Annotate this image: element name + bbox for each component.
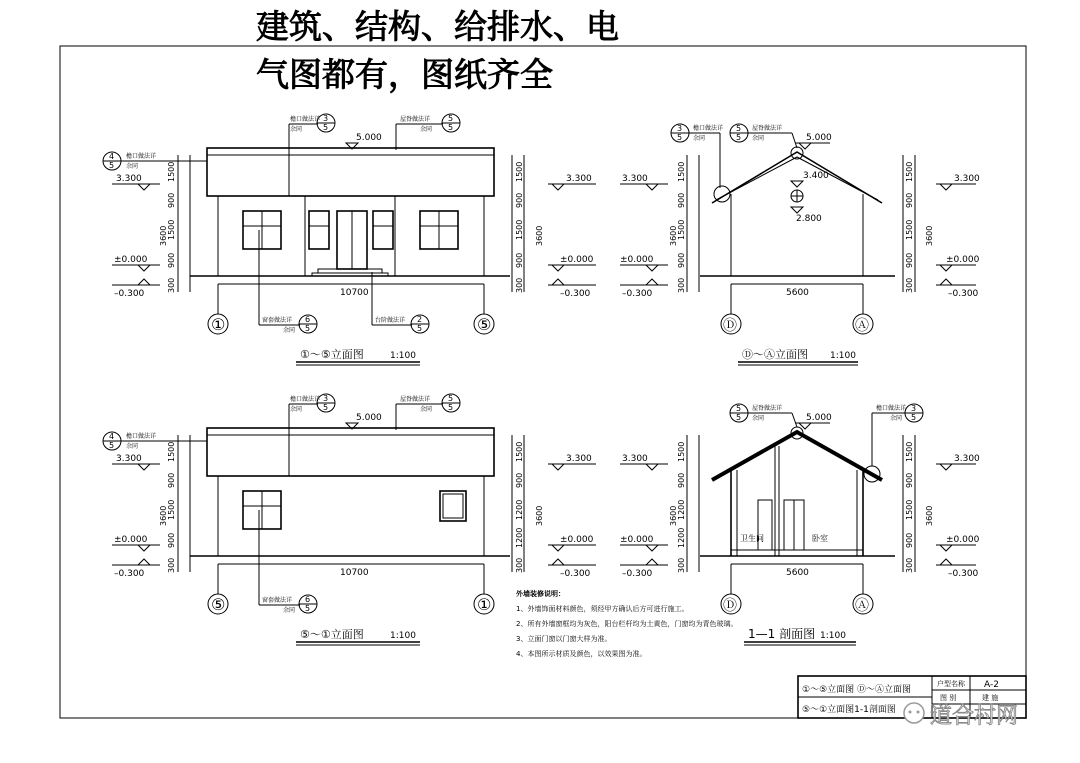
dimension-900: 900 [905,532,914,548]
detail-index-bottom: 5 [305,324,311,333]
window [243,211,281,249]
level-3300: 3.300 [954,454,980,464]
detail-index-bottom: 5 [305,604,311,613]
dimension-300: 300 [515,277,524,293]
titleblock-type-label: 户型名称 [937,680,965,688]
axis-right-label: Ⓐ [855,318,869,334]
detail-index-top: 2 [417,315,423,324]
callout-same: 余同 [752,135,765,142]
callout-same: 余同 [890,415,903,422]
callout-ridge: 屋脊做法详 [400,116,431,123]
level-m300: –0.300 [114,289,145,299]
callout-same: 余同 [283,607,296,614]
notes-item: 3、立面门窗以门窗大样为准。 [516,635,612,643]
dimension-900: 900 [515,472,524,488]
callout-same: 余同 [283,327,296,334]
level-m300: –0.300 [948,289,979,299]
detail-index-top: 6 [305,595,311,604]
dimension-300: 300 [515,557,524,573]
level-000: ±0.000 [114,535,148,545]
dimension-900: 900 [167,252,176,268]
dimension-900: 900 [167,472,176,488]
dimension-300: 300 [167,557,176,573]
dimension-1500: 1500 [677,219,686,240]
level-3300: 3.300 [622,174,648,184]
view-scale: 1:100 [390,631,416,641]
axis-left-label: ⑤ [211,595,226,614]
callout-eave: 檐口做法详 [876,405,907,412]
dimension-1500: 1500 [167,219,176,240]
level-000: ±0.000 [620,535,654,545]
callout-same: 余同 [693,135,706,142]
dimension-3600: 3600 [159,225,168,246]
window [309,211,329,249]
dimension-900: 900 [167,532,176,548]
headline-line2: 气图都有，图纸齐全 [256,55,553,94]
wechat-icon [904,703,924,723]
detail-index-bottom: 5 [109,441,115,450]
dimension-width: 5600 [786,288,809,298]
wall-outline [218,476,484,556]
level-ridge: 5.000 [806,133,832,143]
level-3300: 3.300 [566,454,592,464]
level-3300: 3.300 [116,174,142,184]
dimension-900: 900 [677,192,686,208]
sheet-frame [60,46,1026,718]
level-3300: 3.300 [566,174,592,184]
dimension-900: 900 [905,192,914,208]
dimension-300: 300 [167,277,176,293]
detail-index-top: 4 [109,432,115,441]
dimension-900: 900 [905,252,914,268]
dimension-width: 5600 [786,568,809,578]
dimension-900: 900 [677,252,686,268]
dimension-1500: 1500 [515,161,524,182]
titleblock-drawing-label: 图 别 [940,694,957,702]
level-ridge: 5.000 [356,133,382,143]
wall-outline [218,196,484,276]
dimension-900: 900 [515,252,524,268]
detail-index-bottom: 5 [417,324,423,333]
window [373,211,393,249]
elevation-1-5 [103,114,596,365]
level-m300: –0.300 [560,289,591,299]
dimension-1200: 1200 [515,499,524,520]
dimension-300: 300 [677,557,686,573]
detail-index-top: 5 [736,124,742,133]
detail-index-bottom: 5 [911,413,917,422]
dimension-900: 900 [905,472,914,488]
axis-right-label: ① [477,595,492,614]
level-3300: 3.300 [116,454,142,464]
view-title: 1—1 剖面图 [748,627,816,641]
level-000: ±0.000 [620,255,654,265]
dimension-3600: 3600 [535,505,544,526]
level-000: ±0.000 [560,535,594,545]
callout-same: 余同 [290,126,303,133]
dimension-1500: 1500 [905,161,914,182]
callout-same: 余同 [126,443,139,450]
callout-eave: 檐口做法详 [126,433,157,440]
level-000: ±0.000 [946,535,980,545]
dimension-1500: 1500 [677,161,686,182]
dimension-3600: 3600 [669,505,678,526]
callout-same: 余同 [752,415,765,422]
detail-index-top: 3 [323,114,329,123]
level-m300: –0.300 [622,569,653,579]
level-m300: –0.300 [114,569,145,579]
titleblock-views-row2: ⑤～①立面图1-1剖面图 [802,705,896,715]
detail-index-top: 4 [109,152,115,161]
level-000: ±0.000 [946,255,980,265]
dimension-1500: 1500 [905,499,914,520]
dimension-1500: 1500 [167,499,176,520]
dimension-1500: 1500 [515,219,524,240]
notes-item: 4、本图所示材质及颜色，以效果图为准。 [516,650,647,658]
view-title: ⑤～①立面图 [300,628,364,641]
detail-index-top: 5 [448,394,454,403]
view-scale: 1:100 [830,351,856,361]
level-2800: 2.800 [796,214,822,224]
axis-left-label: Ⓓ [723,318,737,334]
notes-item: 1、外墙饰面材料颜色，须经甲方确认后方可进行施工。 [516,605,689,613]
titleblock-type-value: A-2 [984,680,999,690]
headline-line1: 建筑、结构、给排水、电 [256,7,619,46]
axis-right-label: Ⓐ [855,598,869,614]
view-title: Ⓓ～Ⓐ立面图 [742,348,808,361]
detail-index-top: 5 [736,404,742,413]
callout-ridge: 屋脊做法详 [400,396,431,403]
window [440,491,466,521]
elevation-d-a [620,124,980,365]
callout-same: 余同 [126,163,139,170]
dimension-3600: 3600 [669,225,678,246]
dimension-300: 300 [905,277,914,293]
callout-eave: 檐口做法详 [126,153,157,160]
callout-sill: 窗套做法详 [262,597,293,604]
titleblock-drawing-value: 建 施 [982,694,999,702]
detail-index-bottom: 5 [109,161,115,170]
callout-same: 余同 [290,406,303,413]
watermark-text: 道合村网 [930,704,1019,729]
dimension-1200: 1200 [677,527,686,548]
level-000: ±0.000 [560,255,594,265]
detail-index-bottom: 5 [677,133,683,142]
dimension-1500: 1500 [905,441,914,462]
detail-index-top: 3 [911,404,917,413]
dimension-900: 900 [167,192,176,208]
callout-eave: 檐口做法详 [290,116,321,123]
detail-index-bottom: 5 [448,123,454,132]
dimension-1200: 1200 [677,499,686,520]
callout-sill: 窗套做法详 [262,317,293,324]
dimension-300: 300 [905,557,914,573]
dimension-width: 10700 [340,568,369,578]
callout-eave: 檐口做法详 [693,125,724,132]
dimension-3600: 3600 [159,505,168,526]
callout-same: 余同 [420,406,433,413]
dimension-1500: 1500 [515,441,524,462]
level-3300: 3.300 [954,174,980,184]
dimension-1500: 1500 [677,441,686,462]
detail-index-top: 6 [305,315,311,324]
level-3400: 3.400 [803,171,829,181]
axis-right-label: ⑤ [477,315,492,334]
level-ridge: 5.000 [356,413,382,423]
dimension-3600: 3600 [925,225,934,246]
window [243,491,281,529]
detail-index-bottom: 5 [736,413,742,422]
view-scale: 1:100 [390,351,416,361]
room-label-bath: 卫生间 [740,534,764,543]
dimension-3600: 3600 [535,225,544,246]
room-label-bed: 卧室 [812,534,828,543]
notes-item: 2、所有外墙窗框均为灰色，阳台栏杆均为土黄色，门窗均为青色玻璃。 [516,620,738,628]
floor-slab [731,550,863,556]
dimension-1500: 1500 [167,161,176,182]
callout-ridge: 屋脊做法详 [752,125,783,132]
axis-left-label: Ⓓ [723,598,737,614]
dimension-3600: 3600 [925,505,934,526]
dimension-1500: 1500 [167,441,176,462]
detail-index-bottom: 5 [323,403,329,412]
level-m300: –0.300 [622,289,653,299]
callout-step: 台阶做法详 [375,317,406,324]
callout-same: 余同 [420,126,433,133]
door [337,211,367,269]
detail-index-bottom: 5 [448,403,454,412]
level-ridge: 5.000 [806,413,832,423]
level-3300: 3.300 [622,454,648,464]
dimension-900: 900 [677,472,686,488]
titleblock-views-row1: ①～⑤立面图 Ⓓ～Ⓐ立面图 [802,685,911,695]
level-000: ±0.000 [114,255,148,265]
detail-index-bottom: 5 [736,133,742,142]
detail-index-top: 3 [323,394,329,403]
entrance-bay [305,196,395,276]
notes-heading: 外墙装修说明： [516,590,565,598]
level-m300: –0.300 [560,569,591,579]
dimension-300: 300 [677,277,686,293]
watermark [904,703,1018,729]
detail-index-top: 5 [448,114,454,123]
level-m300: –0.300 [948,569,979,579]
dimension-900: 900 [515,192,524,208]
detail-index-top: 3 [677,124,683,133]
exterior-notes [516,589,737,659]
window [420,211,458,249]
dimension-1200: 1200 [515,527,524,548]
dimension-width: 10700 [340,288,369,298]
view-title: ①～⑤立面图 [300,348,364,361]
callout-ridge: 屋脊做法详 [752,405,783,412]
dimension-1500: 1500 [905,219,914,240]
detail-index-bottom: 5 [323,123,329,132]
view-scale: 1:100 [820,631,846,641]
callout-eave: 檐口做法详 [290,396,321,403]
axis-left-label: ① [211,315,226,334]
